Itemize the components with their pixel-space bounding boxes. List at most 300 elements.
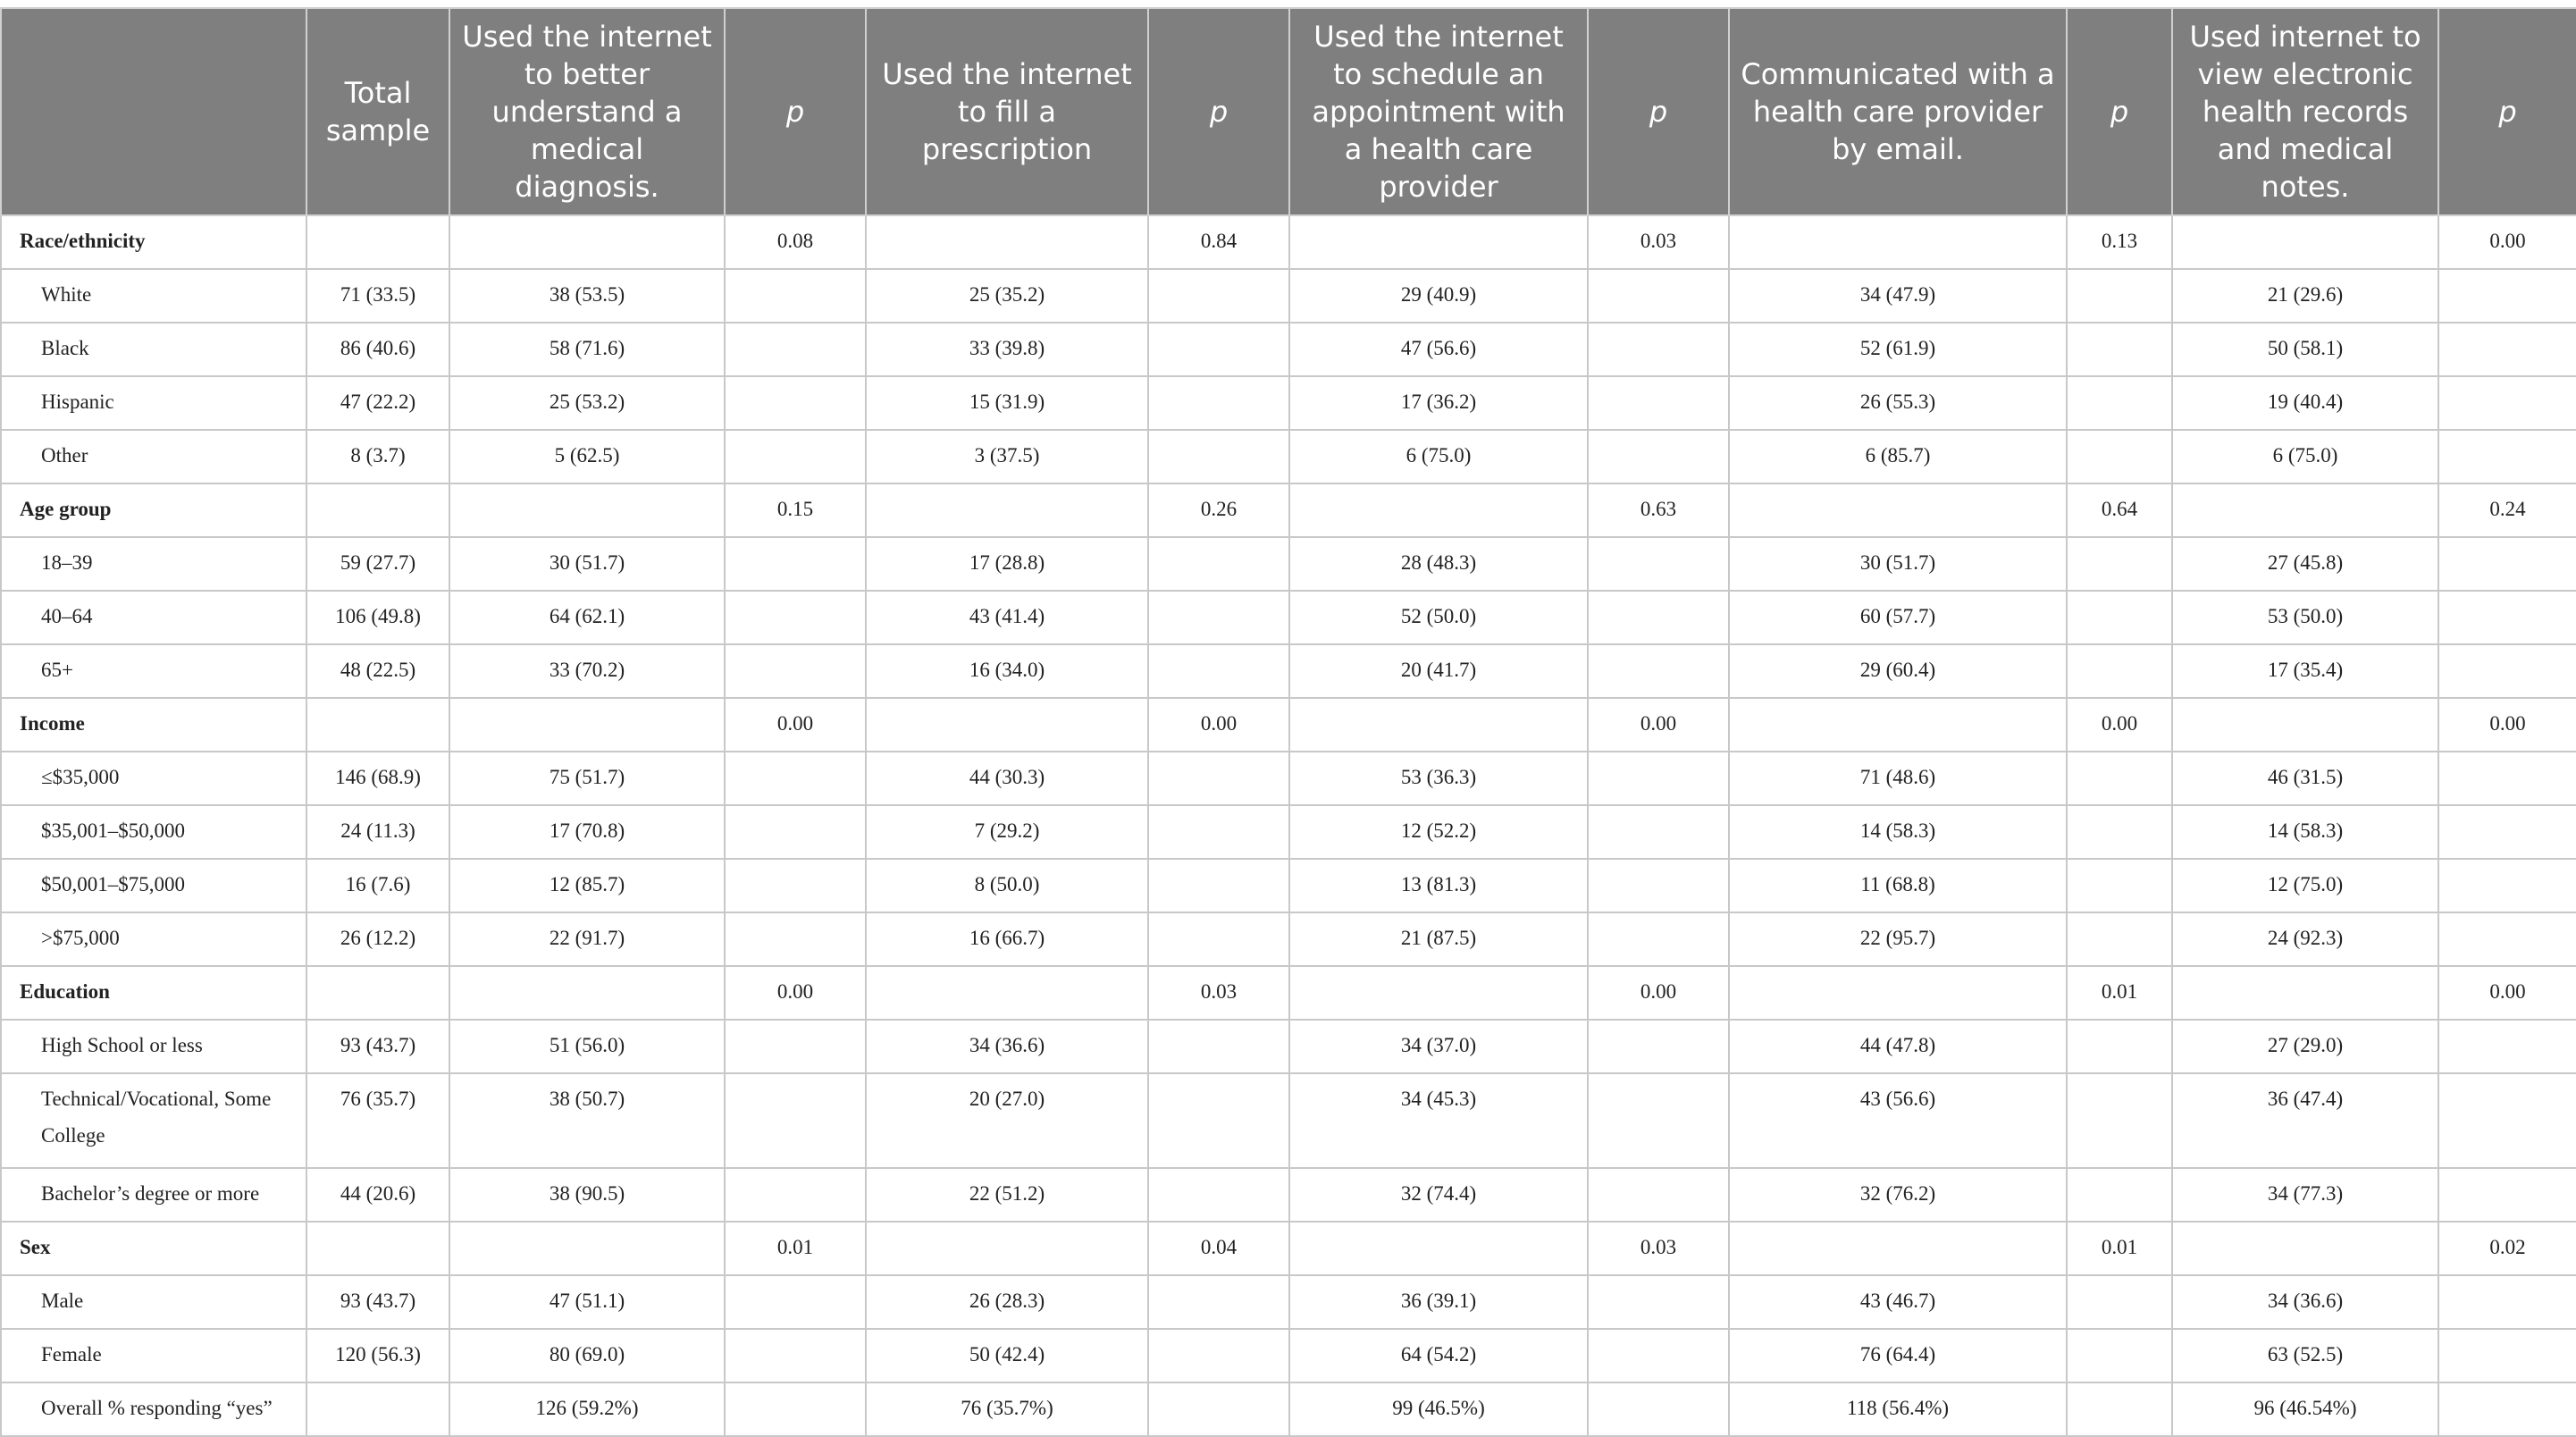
p-email-cell (2067, 1073, 2172, 1168)
records-cell: 46 (31.5) (2172, 752, 2438, 805)
p-prescription-cell (1148, 1275, 1289, 1329)
header-prescription: Used the internet to fill a prescription (866, 8, 1148, 215)
diagnosis-cell: 38 (53.5) (449, 269, 725, 323)
prescription-cell: 22 (51.2) (866, 1168, 1148, 1222)
appointment-cell: 28 (48.3) (1289, 537, 1588, 591)
appointment-cell: 36 (39.1) (1289, 1275, 1588, 1329)
p-prescription-cell (1148, 644, 1289, 698)
appointment-cell: 32 (74.4) (1289, 1168, 1588, 1222)
data-table (0, 7, 2576, 1437)
records-cell: 12 (75.0) (2172, 859, 2438, 912)
prescription-cell: 34 (36.6) (866, 1020, 1148, 1073)
row-label: 65+ (1, 644, 306, 698)
p-diagnosis-cell (725, 912, 866, 966)
p-appointment-cell: 0.03 (1588, 215, 1729, 269)
p-records-cell: 0.00 (2438, 966, 2576, 1020)
p-appointment-cell (1588, 1020, 1729, 1073)
total-sample-cell: 16 (7.6) (306, 859, 449, 912)
appointment-cell (1289, 966, 1588, 1020)
email-cell: 29 (60.4) (1729, 644, 2067, 698)
email-cell (1729, 698, 2067, 752)
p-diagnosis-cell (725, 537, 866, 591)
p-appointment-cell (1588, 1168, 1729, 1222)
p-email-cell (2067, 537, 2172, 591)
appointment-cell (1289, 215, 1588, 269)
total-sample-cell: 48 (22.5) (306, 644, 449, 698)
p-appointment-cell (1588, 591, 1729, 644)
appointment-cell: 13 (81.3) (1289, 859, 1588, 912)
p-email-cell (2067, 591, 2172, 644)
p-records-cell (2438, 1168, 2576, 1222)
p-prescription-cell (1148, 1073, 1289, 1168)
appointment-cell: 12 (52.2) (1289, 805, 1588, 859)
p-records-cell (2438, 376, 2576, 430)
prescription-cell: 16 (34.0) (866, 644, 1148, 698)
diagnosis-cell: 30 (51.7) (449, 537, 725, 591)
p-prescription-cell: 0.04 (1148, 1222, 1289, 1275)
p-prescription-cell (1148, 323, 1289, 376)
section-row (1, 966, 2576, 1020)
header-diagnosis: Used the internet to better understand a medical diagnosis. (449, 8, 725, 215)
total-sample-cell: 71 (33.5) (306, 269, 449, 323)
records-cell: 24 (92.3) (2172, 912, 2438, 966)
row-label: Overall % responding “yes” (1, 1382, 306, 1436)
records-cell (2172, 966, 2438, 1020)
p-diagnosis-cell: 0.15 (725, 483, 866, 537)
records-cell: 53 (50.0) (2172, 591, 2438, 644)
p-email-cell (2067, 644, 2172, 698)
email-cell: 44 (47.8) (1729, 1020, 2067, 1073)
prescription-cell (866, 1222, 1148, 1275)
p-diagnosis-cell (725, 859, 866, 912)
p-prescription-cell (1148, 537, 1289, 591)
table-row (1, 912, 2576, 966)
p-email-cell: 0.64 (2067, 483, 2172, 537)
p-records-cell (2438, 430, 2576, 483)
p-diagnosis-cell (725, 805, 866, 859)
diagnosis-cell (449, 215, 725, 269)
p-appointment-cell (1588, 1329, 1729, 1382)
appointment-cell: 34 (45.3) (1289, 1073, 1588, 1168)
p-prescription-cell (1148, 805, 1289, 859)
records-cell: 17 (35.4) (2172, 644, 2438, 698)
prescription-cell: 25 (35.2) (866, 269, 1148, 323)
records-cell (2172, 215, 2438, 269)
p-prescription-cell (1148, 430, 1289, 483)
total-sample-cell: 93 (43.7) (306, 1275, 449, 1329)
p-appointment-cell (1588, 323, 1729, 376)
appointment-cell: 21 (87.5) (1289, 912, 1588, 966)
total-sample-cell: 76 (35.7) (306, 1073, 449, 1168)
appointment-cell (1289, 483, 1588, 537)
p-diagnosis-cell: 0.08 (725, 215, 866, 269)
p-appointment-cell (1588, 644, 1729, 698)
total-sample-cell (306, 483, 449, 537)
prescription-cell: 43 (41.4) (866, 591, 1148, 644)
p-prescription-cell (1148, 1382, 1289, 1436)
table-row (1, 1020, 2576, 1073)
row-label: Education (1, 966, 306, 1020)
email-cell: 22 (95.7) (1729, 912, 2067, 966)
appointment-cell: 47 (56.6) (1289, 323, 1588, 376)
table-row (1, 805, 2576, 859)
row-label: Bachelor’s degree or more (1, 1168, 306, 1222)
row-label: High School or less (1, 1020, 306, 1073)
p-records-cell (2438, 537, 2576, 591)
email-cell: 43 (56.6) (1729, 1073, 2067, 1168)
p-prescription-cell: 0.00 (1148, 698, 1289, 752)
email-cell: 14 (58.3) (1729, 805, 2067, 859)
p-email-cell (2067, 1329, 2172, 1382)
p-email-cell (2067, 912, 2172, 966)
email-cell: 71 (48.6) (1729, 752, 2067, 805)
p-records-cell (2438, 752, 2576, 805)
p-records-cell: 0.00 (2438, 215, 2576, 269)
p-appointment-cell: 0.63 (1588, 483, 1729, 537)
email-cell: 60 (57.7) (1729, 591, 2067, 644)
row-label: White (1, 269, 306, 323)
header-p-diagnosis: p (725, 8, 866, 215)
prescription-cell: 8 (50.0) (866, 859, 1148, 912)
p-records-cell: 0.02 (2438, 1222, 2576, 1275)
p-diagnosis-cell (725, 430, 866, 483)
email-cell: 34 (47.9) (1729, 269, 2067, 323)
row-label: ≤$35,000 (1, 752, 306, 805)
records-cell: 96 (46.54%) (2172, 1382, 2438, 1436)
diagnosis-cell: 38 (90.5) (449, 1168, 725, 1222)
prescription-cell: 17 (28.8) (866, 537, 1148, 591)
appointment-cell: 52 (50.0) (1289, 591, 1588, 644)
p-appointment-cell (1588, 1382, 1729, 1436)
table-row (1, 1329, 2576, 1382)
prescription-cell: 3 (37.5) (866, 430, 1148, 483)
records-cell: 6 (75.0) (2172, 430, 2438, 483)
p-diagnosis-cell (725, 376, 866, 430)
p-records-cell (2438, 1073, 2576, 1168)
prescription-cell: 26 (28.3) (866, 1275, 1148, 1329)
p-records-cell: 0.00 (2438, 698, 2576, 752)
table-row (1, 269, 2576, 323)
appointment-cell: 64 (54.2) (1289, 1329, 1588, 1382)
row-label: Race/ethnicity (1, 215, 306, 269)
email-cell (1729, 483, 2067, 537)
row-label: Male (1, 1275, 306, 1329)
p-email-cell: 0.01 (2067, 966, 2172, 1020)
prescription-cell (866, 698, 1148, 752)
row-label: Income (1, 698, 306, 752)
p-appointment-cell (1588, 430, 1729, 483)
records-cell: 27 (29.0) (2172, 1020, 2438, 1073)
p-prescription-cell (1148, 859, 1289, 912)
records-cell: 14 (58.3) (2172, 805, 2438, 859)
p-prescription-cell: 0.26 (1148, 483, 1289, 537)
diagnosis-cell: 17 (70.8) (449, 805, 725, 859)
p-records-cell (2438, 912, 2576, 966)
email-cell: 52 (61.9) (1729, 323, 2067, 376)
records-cell: 34 (77.3) (2172, 1168, 2438, 1222)
table-row (1, 1275, 2576, 1329)
prescription-cell: 76 (35.7%) (866, 1382, 1148, 1436)
p-records-cell (2438, 1020, 2576, 1073)
total-sample-cell: 106 (49.8) (306, 591, 449, 644)
p-prescription-cell (1148, 591, 1289, 644)
diagnosis-cell: 51 (56.0) (449, 1020, 725, 1073)
p-appointment-cell (1588, 805, 1729, 859)
email-cell: 118 (56.4%) (1729, 1382, 2067, 1436)
diagnosis-cell: 64 (62.1) (449, 591, 725, 644)
table-body (1, 215, 2576, 1436)
total-sample-cell: 44 (20.6) (306, 1168, 449, 1222)
p-email-cell (2067, 376, 2172, 430)
total-sample-cell: 59 (27.7) (306, 537, 449, 591)
email-cell: 11 (68.8) (1729, 859, 2067, 912)
row-label: 40–64 (1, 591, 306, 644)
appointment-cell (1289, 698, 1588, 752)
header-row (1, 8, 2576, 215)
table-row (1, 859, 2576, 912)
p-diagnosis-cell (725, 591, 866, 644)
appointment-cell: 29 (40.9) (1289, 269, 1588, 323)
row-label: Sex (1, 1222, 306, 1275)
p-appointment-cell: 0.00 (1588, 966, 1729, 1020)
records-cell (2172, 698, 2438, 752)
p-email-cell (2067, 1275, 2172, 1329)
prescription-cell (866, 215, 1148, 269)
appointment-cell: 53 (36.3) (1289, 752, 1588, 805)
header-label (1, 8, 306, 215)
section-row (1, 698, 2576, 752)
row-label: >$75,000 (1, 912, 306, 966)
prescription-cell: 16 (66.7) (866, 912, 1148, 966)
records-cell: 63 (52.5) (2172, 1329, 2438, 1382)
p-diagnosis-cell: 0.00 (725, 698, 866, 752)
p-diagnosis-cell (725, 323, 866, 376)
row-label: $50,001–$75,000 (1, 859, 306, 912)
total-sample-cell (306, 966, 449, 1020)
appointment-cell (1289, 1222, 1588, 1275)
header-p-appointment: p (1588, 8, 1729, 215)
p-appointment-cell (1588, 859, 1729, 912)
p-records-cell: 0.24 (2438, 483, 2576, 537)
records-cell (2172, 483, 2438, 537)
appointment-cell: 99 (46.5%) (1289, 1382, 1588, 1436)
p-appointment-cell (1588, 912, 1729, 966)
p-prescription-cell: 0.03 (1148, 966, 1289, 1020)
diagnosis-cell: 5 (62.5) (449, 430, 725, 483)
total-sample-cell: 24 (11.3) (306, 805, 449, 859)
p-email-cell (2067, 323, 2172, 376)
section-row (1, 483, 2576, 537)
p-diagnosis-cell (725, 644, 866, 698)
email-cell (1729, 966, 2067, 1020)
diagnosis-cell (449, 1222, 725, 1275)
p-email-cell (2067, 752, 2172, 805)
p-prescription-cell (1148, 1020, 1289, 1073)
row-label: $35,001–$50,000 (1, 805, 306, 859)
email-cell (1729, 1222, 2067, 1275)
records-cell: 36 (47.4) (2172, 1073, 2438, 1168)
section-row (1, 215, 2576, 269)
p-email-cell: 0.01 (2067, 1222, 2172, 1275)
table-row (1, 323, 2576, 376)
p-records-cell (2438, 859, 2576, 912)
records-cell: 34 (36.6) (2172, 1275, 2438, 1329)
p-records-cell (2438, 1382, 2576, 1436)
total-sample-cell: 8 (3.7) (306, 430, 449, 483)
table-row (1, 376, 2576, 430)
diagnosis-cell (449, 966, 725, 1020)
total-sample-cell (306, 215, 449, 269)
total-sample-cell: 120 (56.3) (306, 1329, 449, 1382)
table-row (1, 537, 2576, 591)
prescription-cell (866, 966, 1148, 1020)
p-diagnosis-cell (725, 1168, 866, 1222)
diagnosis-cell: 38 (50.7) (449, 1073, 725, 1168)
row-label: Age group (1, 483, 306, 537)
email-cell: 32 (76.2) (1729, 1168, 2067, 1222)
diagnosis-cell: 80 (69.0) (449, 1329, 725, 1382)
total-sample-cell: 86 (40.6) (306, 323, 449, 376)
prescription-cell: 15 (31.9) (866, 376, 1148, 430)
email-cell: 43 (46.7) (1729, 1275, 2067, 1329)
p-diagnosis-cell (725, 1073, 866, 1168)
email-cell (1729, 215, 2067, 269)
p-appointment-cell (1588, 537, 1729, 591)
p-email-cell: 0.13 (2067, 215, 2172, 269)
email-cell: 30 (51.7) (1729, 537, 2067, 591)
p-appointment-cell (1588, 1073, 1729, 1168)
prescription-cell: 44 (30.3) (866, 752, 1148, 805)
records-cell: 21 (29.6) (2172, 269, 2438, 323)
section-row (1, 1222, 2576, 1275)
p-records-cell (2438, 1275, 2576, 1329)
diagnosis-cell: 22 (91.7) (449, 912, 725, 966)
total-sample-cell: 93 (43.7) (306, 1020, 449, 1073)
diagnosis-cell: 126 (59.2%) (449, 1382, 725, 1436)
records-cell: 27 (45.8) (2172, 537, 2438, 591)
appointment-cell: 20 (41.7) (1289, 644, 1588, 698)
p-email-cell: 0.00 (2067, 698, 2172, 752)
p-email-cell (2067, 859, 2172, 912)
p-appointment-cell (1588, 269, 1729, 323)
header-appointment: Used the internet to schedule an appointment with a health care provider (1289, 8, 1588, 215)
prescription-cell: 33 (39.8) (866, 323, 1148, 376)
p-diagnosis-cell (725, 1329, 866, 1382)
records-cell: 19 (40.4) (2172, 376, 2438, 430)
prescription-cell: 50 (42.4) (866, 1329, 1148, 1382)
p-records-cell (2438, 269, 2576, 323)
p-email-cell (2067, 1168, 2172, 1222)
p-prescription-cell (1148, 1329, 1289, 1382)
header-email: Communicated with a health care provider by email. (1729, 8, 2067, 215)
p-prescription-cell (1148, 269, 1289, 323)
row-label: Other (1, 430, 306, 483)
prescription-cell: 20 (27.0) (866, 1073, 1148, 1168)
p-diagnosis-cell (725, 269, 866, 323)
p-prescription-cell: 0.84 (1148, 215, 1289, 269)
p-diagnosis-cell (725, 1382, 866, 1436)
p-diagnosis-cell: 0.00 (725, 966, 866, 1020)
diagnosis-cell: 12 (85.7) (449, 859, 725, 912)
total-sample-cell: 47 (22.2) (306, 376, 449, 430)
header-p-records: p (2438, 8, 2576, 215)
p-records-cell (2438, 591, 2576, 644)
p-diagnosis-cell: 0.01 (725, 1222, 866, 1275)
diagnosis-cell (449, 698, 725, 752)
records-cell: 50 (58.1) (2172, 323, 2438, 376)
p-records-cell (2438, 805, 2576, 859)
table-row (1, 1073, 2576, 1168)
appointment-cell: 34 (37.0) (1289, 1020, 1588, 1073)
p-diagnosis-cell (725, 1275, 866, 1329)
row-label: Female (1, 1329, 306, 1382)
diagnosis-cell: 33 (70.2) (449, 644, 725, 698)
diagnosis-cell: 58 (71.6) (449, 323, 725, 376)
diagnosis-cell (449, 483, 725, 537)
row-label: Black (1, 323, 306, 376)
p-email-cell (2067, 269, 2172, 323)
records-cell (2172, 1222, 2438, 1275)
total-sample-cell (306, 698, 449, 752)
p-prescription-cell (1148, 1168, 1289, 1222)
appointment-cell: 6 (75.0) (1289, 430, 1588, 483)
total-sample-cell: 146 (68.9) (306, 752, 449, 805)
table-row (1, 591, 2576, 644)
total-sample-cell (306, 1222, 449, 1275)
p-email-cell (2067, 805, 2172, 859)
diagnosis-cell: 25 (53.2) (449, 376, 725, 430)
prescription-cell: 7 (29.2) (866, 805, 1148, 859)
p-appointment-cell (1588, 752, 1729, 805)
email-cell: 6 (85.7) (1729, 430, 2067, 483)
p-diagnosis-cell (725, 1020, 866, 1073)
p-appointment-cell: 0.00 (1588, 698, 1729, 752)
table-row (1, 752, 2576, 805)
p-records-cell (2438, 644, 2576, 698)
p-email-cell (2067, 1020, 2172, 1073)
p-appointment-cell: 0.03 (1588, 1222, 1729, 1275)
p-appointment-cell (1588, 376, 1729, 430)
table-row (1, 644, 2576, 698)
table-row (1, 1168, 2576, 1222)
header-p-prescription: p (1148, 8, 1289, 215)
row-label: Hispanic (1, 376, 306, 430)
p-prescription-cell (1148, 752, 1289, 805)
table-row (1, 430, 2576, 483)
appointment-cell: 17 (36.2) (1289, 376, 1588, 430)
header-p-email: p (2067, 8, 2172, 215)
table-row (1, 1382, 2576, 1436)
p-email-cell (2067, 1382, 2172, 1436)
p-records-cell (2438, 323, 2576, 376)
p-prescription-cell (1148, 912, 1289, 966)
total-sample-cell: 26 (12.2) (306, 912, 449, 966)
email-cell: 26 (55.3) (1729, 376, 2067, 430)
p-appointment-cell (1588, 1275, 1729, 1329)
header-records: Used internet to view electronic health records and medical notes. (2172, 8, 2438, 215)
diagnosis-cell: 75 (51.7) (449, 752, 725, 805)
p-records-cell (2438, 1329, 2576, 1382)
prescription-cell (866, 483, 1148, 537)
p-email-cell (2067, 430, 2172, 483)
diagnosis-cell: 47 (51.1) (449, 1275, 725, 1329)
header-total-sample: Total sample (306, 8, 449, 215)
p-prescription-cell (1148, 376, 1289, 430)
row-label: Technical/Vocational, Some College (1, 1073, 306, 1168)
p-diagnosis-cell (725, 752, 866, 805)
total-sample-cell (306, 1382, 449, 1436)
row-label: 18–39 (1, 537, 306, 591)
